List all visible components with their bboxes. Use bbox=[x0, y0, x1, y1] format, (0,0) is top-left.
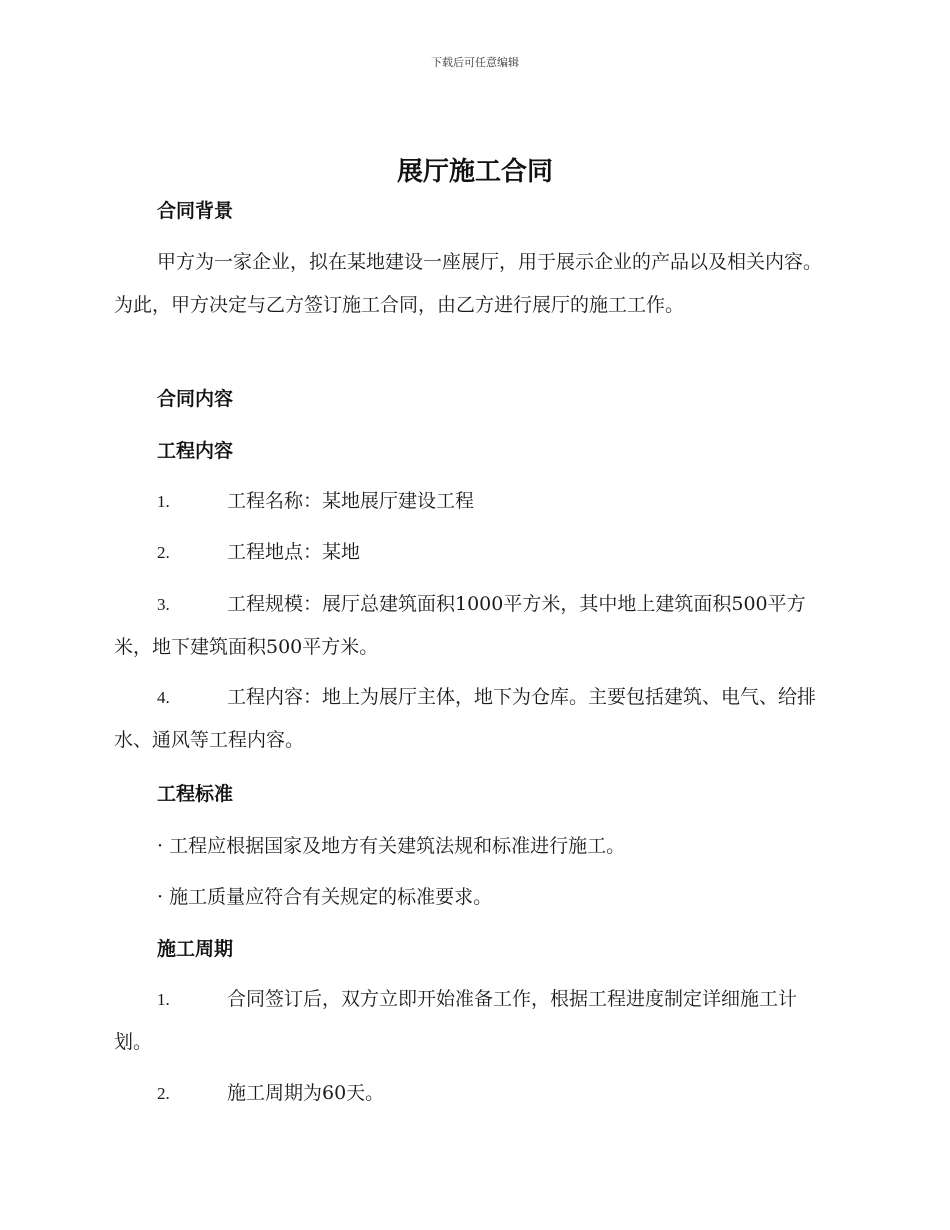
standard-item-1: · 工程应根据国家及地方有关建筑法规和标准进行施工。 bbox=[157, 835, 626, 857]
header-note: 下载后可任意编辑 bbox=[431, 56, 519, 69]
item-number: 1. bbox=[157, 990, 170, 1009]
item-text: 工程内容：地上为展厅主体，地下为仓库。主要包括建筑、电气、给排水、通风等工程内容。 bbox=[114, 686, 817, 751]
period-item-1 bbox=[114, 978, 834, 1064]
item-number: 2. bbox=[157, 543, 170, 562]
project-item-2 bbox=[114, 531, 834, 574]
item-text: 工程规模：展厅总建筑面积1000平方米，其中地上建筑面积500平方米，地下建筑面积500平方米。 bbox=[114, 593, 806, 658]
section-heading-period: 施工周期 bbox=[157, 938, 234, 960]
background-text: 甲方为一家企业，拟在某地建设一座展厅，用于展示企业的产品以及相关内容。为此，甲方决定与乙方签订施工合同，由乙方进行展厅的施工工作。 bbox=[114, 251, 823, 316]
standard-item-2: · 施工质量应符合有关规定的标准要求。 bbox=[157, 886, 493, 908]
section-heading-standard: 工程标准 bbox=[157, 783, 234, 805]
project-item-1 bbox=[114, 480, 834, 523]
background-paragraph bbox=[114, 241, 834, 327]
item-number: 3. bbox=[157, 595, 170, 614]
section-heading-project: 工程内容 bbox=[157, 440, 234, 462]
item-number: 2. bbox=[157, 1084, 170, 1103]
period-item-2 bbox=[114, 1072, 834, 1115]
item-text: 工程地点：某地 bbox=[227, 541, 361, 563]
section-heading-background: 合同背景 bbox=[157, 200, 234, 222]
section-heading-content: 合同内容 bbox=[157, 388, 234, 410]
project-item-3 bbox=[114, 583, 834, 669]
document-title: 展厅施工合同 bbox=[396, 157, 553, 187]
item-text: 施工周期为60天。 bbox=[227, 1082, 385, 1104]
item-text: 工程名称：某地展厅建设工程 bbox=[227, 490, 475, 512]
item-text: 合同签订后，双方立即开始准备工作，根据工程进度制定详细施工计划。 bbox=[114, 988, 798, 1053]
item-number: 4. bbox=[157, 688, 170, 707]
project-item-4 bbox=[114, 676, 834, 762]
item-number: 1. bbox=[157, 492, 170, 511]
